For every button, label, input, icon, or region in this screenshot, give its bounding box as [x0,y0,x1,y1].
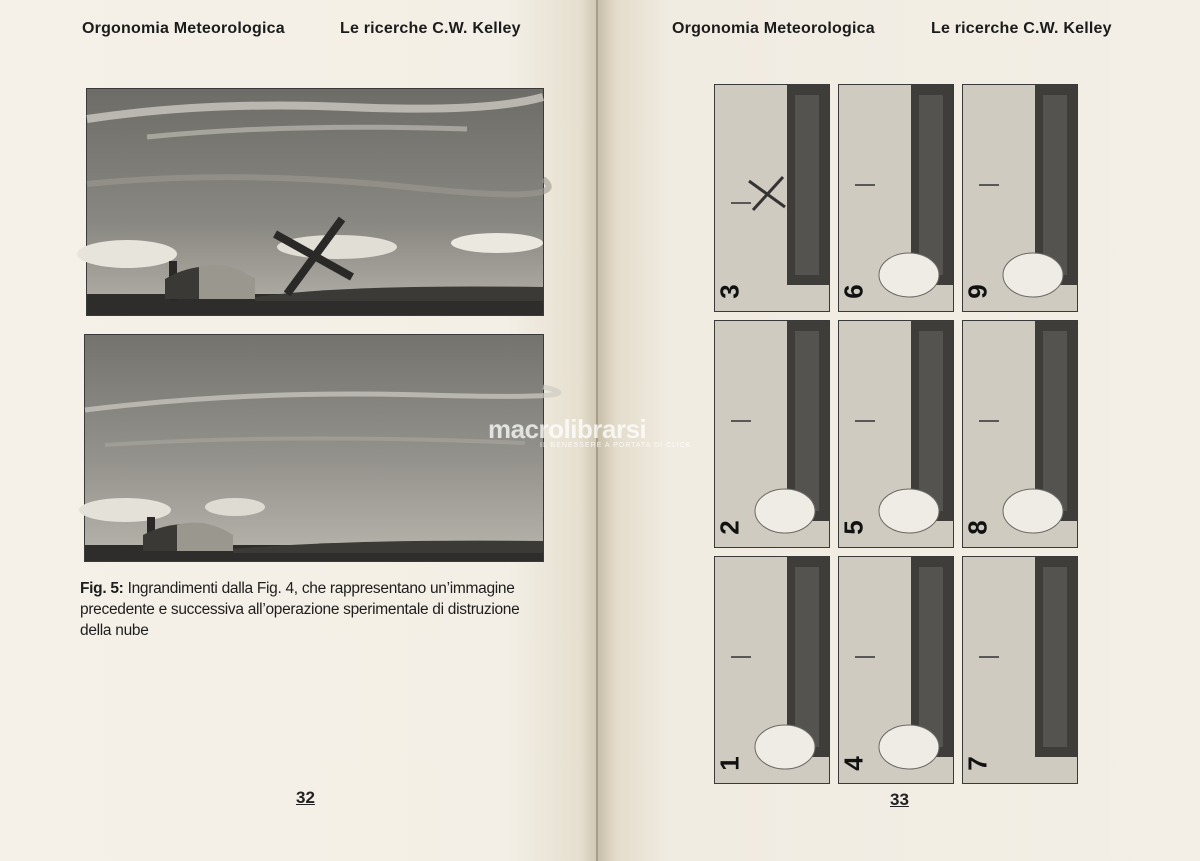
sequence-frame [962,320,1078,548]
caption-label: Fig. 5: [80,580,124,597]
sequence-frame [714,84,830,312]
photo-after-cloud-destruction [84,334,544,562]
sequence-frame [962,84,1078,312]
sequence-frame [714,320,830,548]
caption-text: Ingrandimenti dalla Fig. 4, che rappresentano un’immagine precedente e successiva all’operazione sperimentale di distruzione della nube [80,580,520,639]
frame-number: 6 [838,284,869,299]
watermark-tagline: IL BENESSERE A PORTATA DI CLICK [540,442,692,449]
sequence-frame [838,84,954,312]
figure-caption [80,578,550,641]
watermark-brand: macrolibrarsi [488,414,647,444]
left-page-number: 32 [296,788,315,807]
frame-number: 8 [962,520,993,535]
left-header-subtitle: Le ricerche C.W. Kelley [340,20,521,37]
frame-number: 4 [838,756,869,771]
right-page-number: 33 [890,790,909,809]
frame-number: 7 [962,756,993,771]
sequence-frame [838,556,954,784]
sequence-frame [838,320,954,548]
sequence-frame [714,556,830,784]
frame-number: 9 [962,284,993,299]
photo-sequence-grid [714,84,1080,786]
right-header-title: Orgonomia Meteorologica [672,20,875,37]
frame-number: 1 [714,756,745,771]
frame-number: 5 [838,520,869,535]
left-header-title: Orgonomia Meteorologica [82,20,285,37]
sequence-frame [962,556,1078,784]
right-header-subtitle: Le ricerche C.W. Kelley [931,20,1112,37]
frame-number: 2 [714,520,745,535]
right-page [488,0,1200,861]
photo-before-cloud-destruction [86,88,544,316]
frame-number: 3 [714,284,745,299]
